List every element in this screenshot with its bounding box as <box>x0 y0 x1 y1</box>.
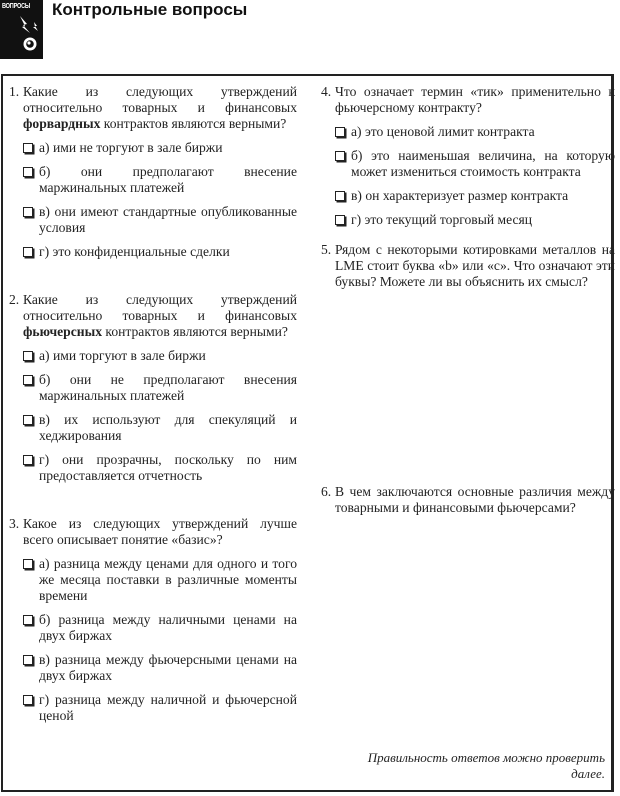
question-number: 1. <box>9 84 20 99</box>
question-text: Какое из следующих утверждений лучше всего описывает понятие «базис»? <box>23 516 297 547</box>
checkbox-icon[interactable] <box>23 351 33 361</box>
question-4 <box>321 84 615 228</box>
checkbox-icon[interactable] <box>23 167 33 177</box>
answer-option[interactable]: а) это ценовой лимит контракта <box>335 124 615 140</box>
lightning-eye-icon <box>0 0 43 59</box>
question-text: Какие из следующих утверждений относительно товарных и финансовых фьючерсных контрактов являются верными? <box>23 292 297 339</box>
question-2 <box>9 292 297 484</box>
answer-option[interactable]: в) их используют для спекуляций и хеджирования <box>23 412 297 444</box>
question-1 <box>9 84 297 260</box>
answer-space <box>321 304 615 484</box>
checkbox-icon[interactable] <box>23 615 33 625</box>
checkbox-icon[interactable] <box>335 215 345 225</box>
checkbox-icon[interactable] <box>23 455 33 465</box>
answer-option[interactable]: в) они имеют стандартные опубликованные условия <box>23 204 297 236</box>
question-text: Какие из следующих утверждений относительно товарных и финансовых форвардных контрактов являются верными? <box>23 84 297 131</box>
questions-badge <box>0 0 43 59</box>
left-column <box>9 84 297 738</box>
question-number: 2. <box>9 292 20 307</box>
footer-note: Правильность ответов можно проверить далее. <box>367 750 605 781</box>
answer-option[interactable]: а) ими не торгуют в зале биржи <box>23 140 297 156</box>
answer-option[interactable]: б) они предполагают внесение маржинальных платежей <box>23 164 297 196</box>
checkbox-icon[interactable] <box>23 375 33 385</box>
answer-option[interactable]: г) они прозрачны, поскольку по ним предоставляется отчетность <box>23 452 297 484</box>
checkbox-icon[interactable] <box>23 695 33 705</box>
question-text: Что означает термин «тик» применительно к фьючерсному контракту? <box>335 84 615 115</box>
question-number: 6. <box>321 484 332 499</box>
answer-option[interactable]: в) разница между фьючерсными ценами на двух биржах <box>23 652 297 684</box>
question-number: 4. <box>321 84 332 99</box>
question-text: Рядом с некоторыми котировками металлов на LME стоит буква «b» или «c». Что означают эти буквы? Можете ли вы объяснить их смысл? <box>335 242 615 289</box>
answer-option[interactable]: б) разница между наличными ценами на двух биржах <box>23 612 297 644</box>
checkbox-icon[interactable] <box>23 207 33 217</box>
answer-option[interactable]: г) это текущий торговый месяц <box>335 212 615 228</box>
checkbox-icon[interactable] <box>335 127 345 137</box>
checkbox-icon[interactable] <box>23 143 33 153</box>
answer-option[interactable]: а) ими торгуют в зале биржи <box>23 348 297 364</box>
answer-option[interactable]: г) разница между наличной и фьючерсной ценой <box>23 692 297 724</box>
question-number: 3. <box>9 516 20 531</box>
question-3 <box>9 516 297 724</box>
questions-box <box>1 74 614 792</box>
badge-label: ВОПРОСЫ <box>2 3 31 10</box>
answer-option[interactable]: б) они не предполагают внесения маржинальных платежей <box>23 372 297 404</box>
answer-option[interactable]: г) это конфиденциальные сделки <box>23 244 297 260</box>
checkbox-icon[interactable] <box>23 247 33 257</box>
answer-option[interactable]: а) разница между ценами для одного и того же месяца поставки в различные моменты времени <box>23 556 297 604</box>
answer-option[interactable]: б) это наименьшая величина, на которую может измениться стоимость контракта <box>335 148 615 180</box>
checkbox-icon[interactable] <box>23 559 33 569</box>
checkbox-icon[interactable] <box>335 151 345 161</box>
checkbox-icon[interactable] <box>335 191 345 201</box>
right-column <box>321 84 615 530</box>
checkbox-icon[interactable] <box>23 655 33 665</box>
answer-option[interactable]: в) он характеризует размер контракта <box>335 188 615 204</box>
question-6 <box>321 484 615 516</box>
question-text: В чем заключаются основные различия между товарными и финансовыми фьючерсами? <box>335 484 615 515</box>
question-number: 5. <box>321 242 332 257</box>
page-title: Контрольные вопросы <box>52 0 248 19</box>
checkbox-icon[interactable] <box>23 415 33 425</box>
question-5 <box>321 242 615 290</box>
